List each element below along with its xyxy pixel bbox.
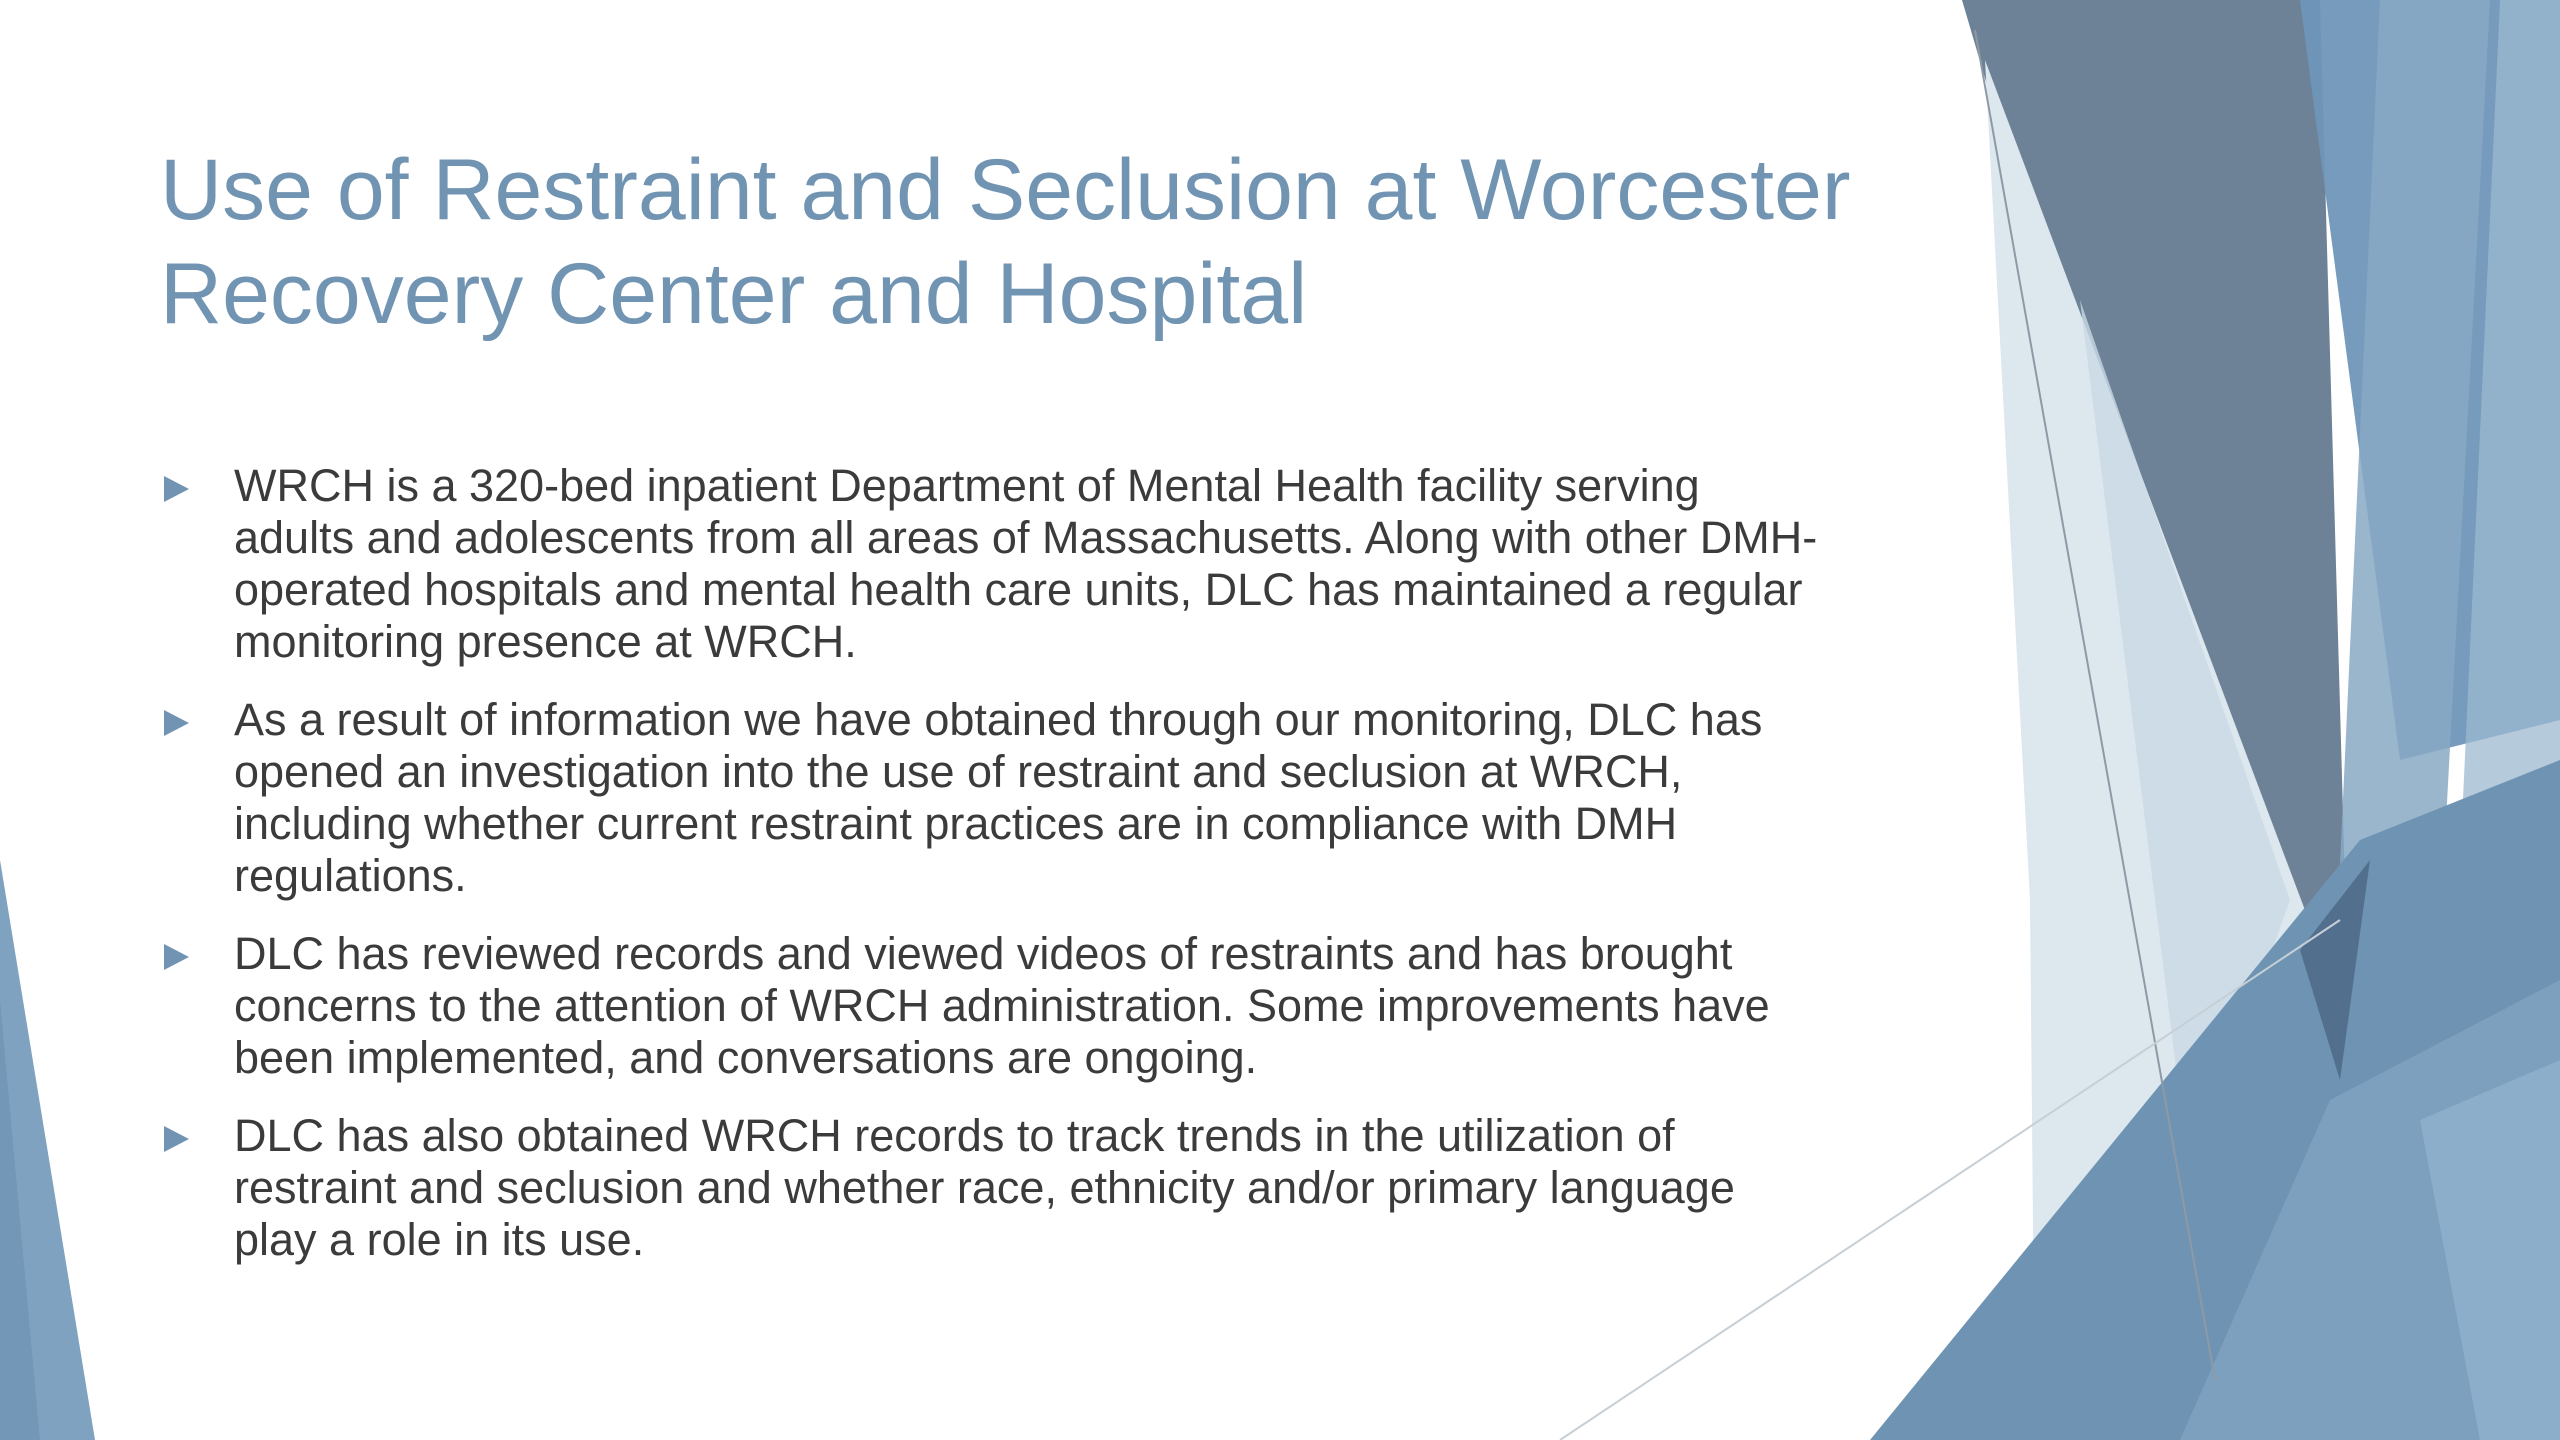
bullet-line: DLC has also obtained WRCH records to track trends in the utilization of xyxy=(234,1110,1675,1161)
bullet-text xyxy=(234,1110,1960,1266)
bullet-item xyxy=(160,460,1960,668)
slide-title xyxy=(160,138,1960,346)
bullet-line: monitoring presence at WRCH. xyxy=(234,616,857,667)
bullet-list xyxy=(160,460,1960,1292)
triangle-right-icon xyxy=(164,944,189,970)
bullet-item xyxy=(160,928,1960,1084)
triangle-right-icon xyxy=(164,1126,189,1152)
bullet-line: been implemented, and conversations are ongoing. xyxy=(234,1032,1258,1083)
bullet-line: concerns to the attention of WRCH administration. Some improvements have xyxy=(234,980,1770,1031)
bullet-line: As a result of information we have obtained through our monitoring, DLC has xyxy=(234,694,1763,745)
bullet-line: including whether current restraint practices are in compliance with DMH xyxy=(234,798,1678,849)
bullet-line: restraint and seclusion and whether race, ethnicity and/or primary language xyxy=(234,1162,1735,1213)
triangle-right-icon xyxy=(164,476,189,502)
bullet-line: DLC has reviewed records and viewed videos of restraints and has brought xyxy=(234,928,1733,979)
bullet-item xyxy=(160,694,1960,902)
bullet-line: play a role in its use. xyxy=(234,1214,645,1265)
bullet-line: operated hospitals and mental health care units, DLC has maintained a regular xyxy=(234,564,1803,615)
bullet-item xyxy=(160,1110,1960,1266)
slide-title-line-1: Use of Restraint and Seclusion at Worcester xyxy=(160,142,1851,238)
bullet-line: WRCH is a 320-bed inpatient Department of Mental Health facility serving xyxy=(234,460,1700,511)
bullet-line: regulations. xyxy=(234,850,467,901)
bullet-text xyxy=(234,928,1960,1084)
bullet-line: adults and adolescents from all areas of Massachusetts. Along with other DMH- xyxy=(234,512,1818,563)
triangle-right-icon xyxy=(164,710,189,736)
bullet-line: opened an investigation into the use of restraint and seclusion at WRCH, xyxy=(234,746,1683,797)
bullet-text xyxy=(234,460,1960,668)
slide-title-line-2: Recovery Center and Hospital xyxy=(160,246,1308,342)
bullet-text xyxy=(234,694,1960,902)
